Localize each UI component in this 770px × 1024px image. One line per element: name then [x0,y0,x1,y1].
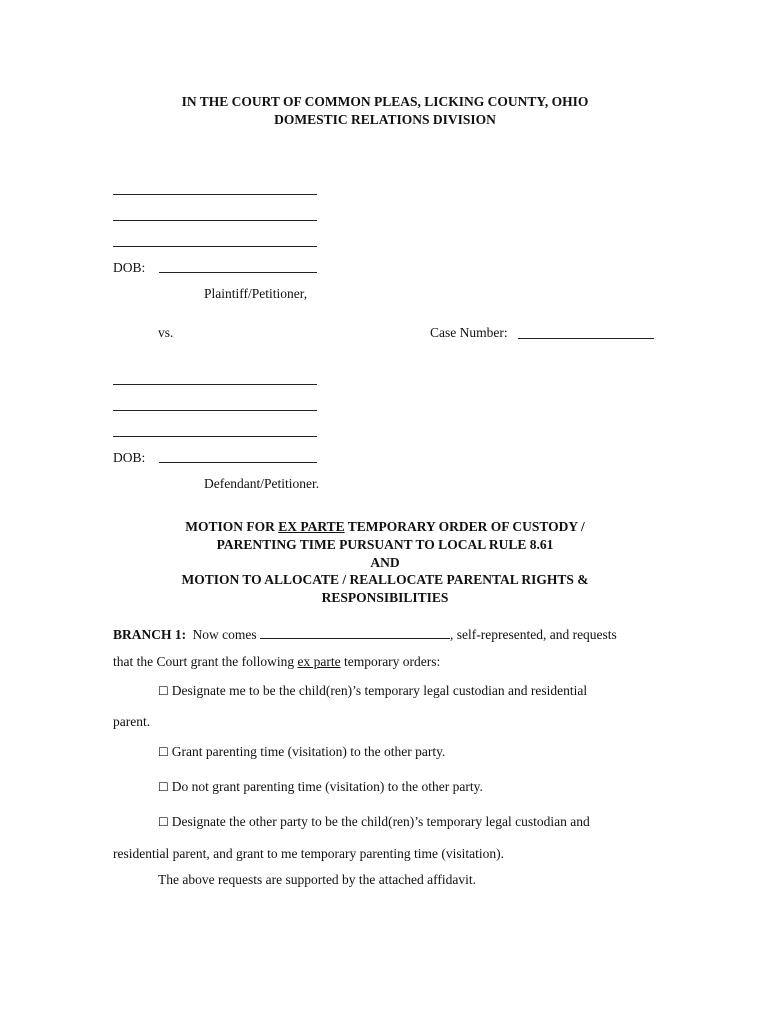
defendant-name-line[interactable] [113,384,317,385]
defendant-dob-label: DOB: [113,450,146,465]
option-grant-parenting: ☐ Grant parenting time (visitation) to the other party. [158,744,446,759]
motion-title-line3: AND [370,555,400,570]
versus-label: vs. [158,325,174,340]
option-designate-other-cont: residential parent, and grant to me temporary parenting time (visitation). [113,846,504,861]
motion-title-line2: PARENTING TIME PURSUANT TO LOCAL RULE 8.61 [216,537,554,552]
motion-title-line4: MOTION TO ALLOCATE / REALLOCATE PARENTAL RIGHTS & [181,572,589,587]
case-number-label: Case Number: [430,325,508,340]
checkbox-icon[interactable]: ☐ [158,745,169,759]
ex-parte-underlined: EX PARTE [278,519,345,534]
supported-statement: The above requests are supported by the attached affidavit. [158,872,477,887]
checkbox-icon[interactable]: ☐ [158,815,169,829]
plaintiff-city-line[interactable] [113,246,317,247]
defendant-role: Defendant/Petitioner. [204,476,320,491]
plaintiff-name-line[interactable] [113,194,317,195]
defendant-address-line[interactable] [113,410,317,411]
option-designate-me-cont: parent. [113,714,151,729]
case-number-line[interactable] [518,338,654,339]
branch-1-line2: that the Court grant the following ex parte temporary orders: [113,654,441,669]
court-heading: IN THE COURT OF COMMON PLEAS, LICKING COUNTY, OHIO [181,94,589,109]
plaintiff-dob-line[interactable] [159,272,317,273]
checkbox-icon[interactable]: ☐ [158,780,169,794]
defendant-city-line[interactable] [113,436,317,437]
defendant-dob-line[interactable] [159,462,317,463]
motion-title-line5: RESPONSIBILITIES [321,590,449,605]
checkbox-icon[interactable]: ☐ [158,684,169,698]
plaintiff-role: Plaintiff/Petitioner, [204,286,308,301]
branch-label: BRANCH 1: [113,627,187,642]
option-no-parenting: ☐ Do not grant parenting time (visitation) to the other party. [158,779,483,794]
option-designate-me: ☐ Designate me to be the child(ren)’s temporary legal custodian and residential [158,683,588,698]
plaintiff-address-line[interactable] [113,220,317,221]
division-heading: DOMESTIC RELATIONS DIVISION [274,112,496,127]
plaintiff-dob-label: DOB: [113,260,146,275]
option-designate-other: ☐ Designate the other party to be the child(ren)’s temporary legal custodian and [158,814,590,829]
party-name-blank[interactable] [260,626,450,639]
motion-title-line1: MOTION FOR EX PARTE TEMPORARY ORDER OF CUSTODY / [185,519,585,534]
branch-1-paragraph: BRANCH 1: Now comes , self-represented, and requests [113,627,617,642]
